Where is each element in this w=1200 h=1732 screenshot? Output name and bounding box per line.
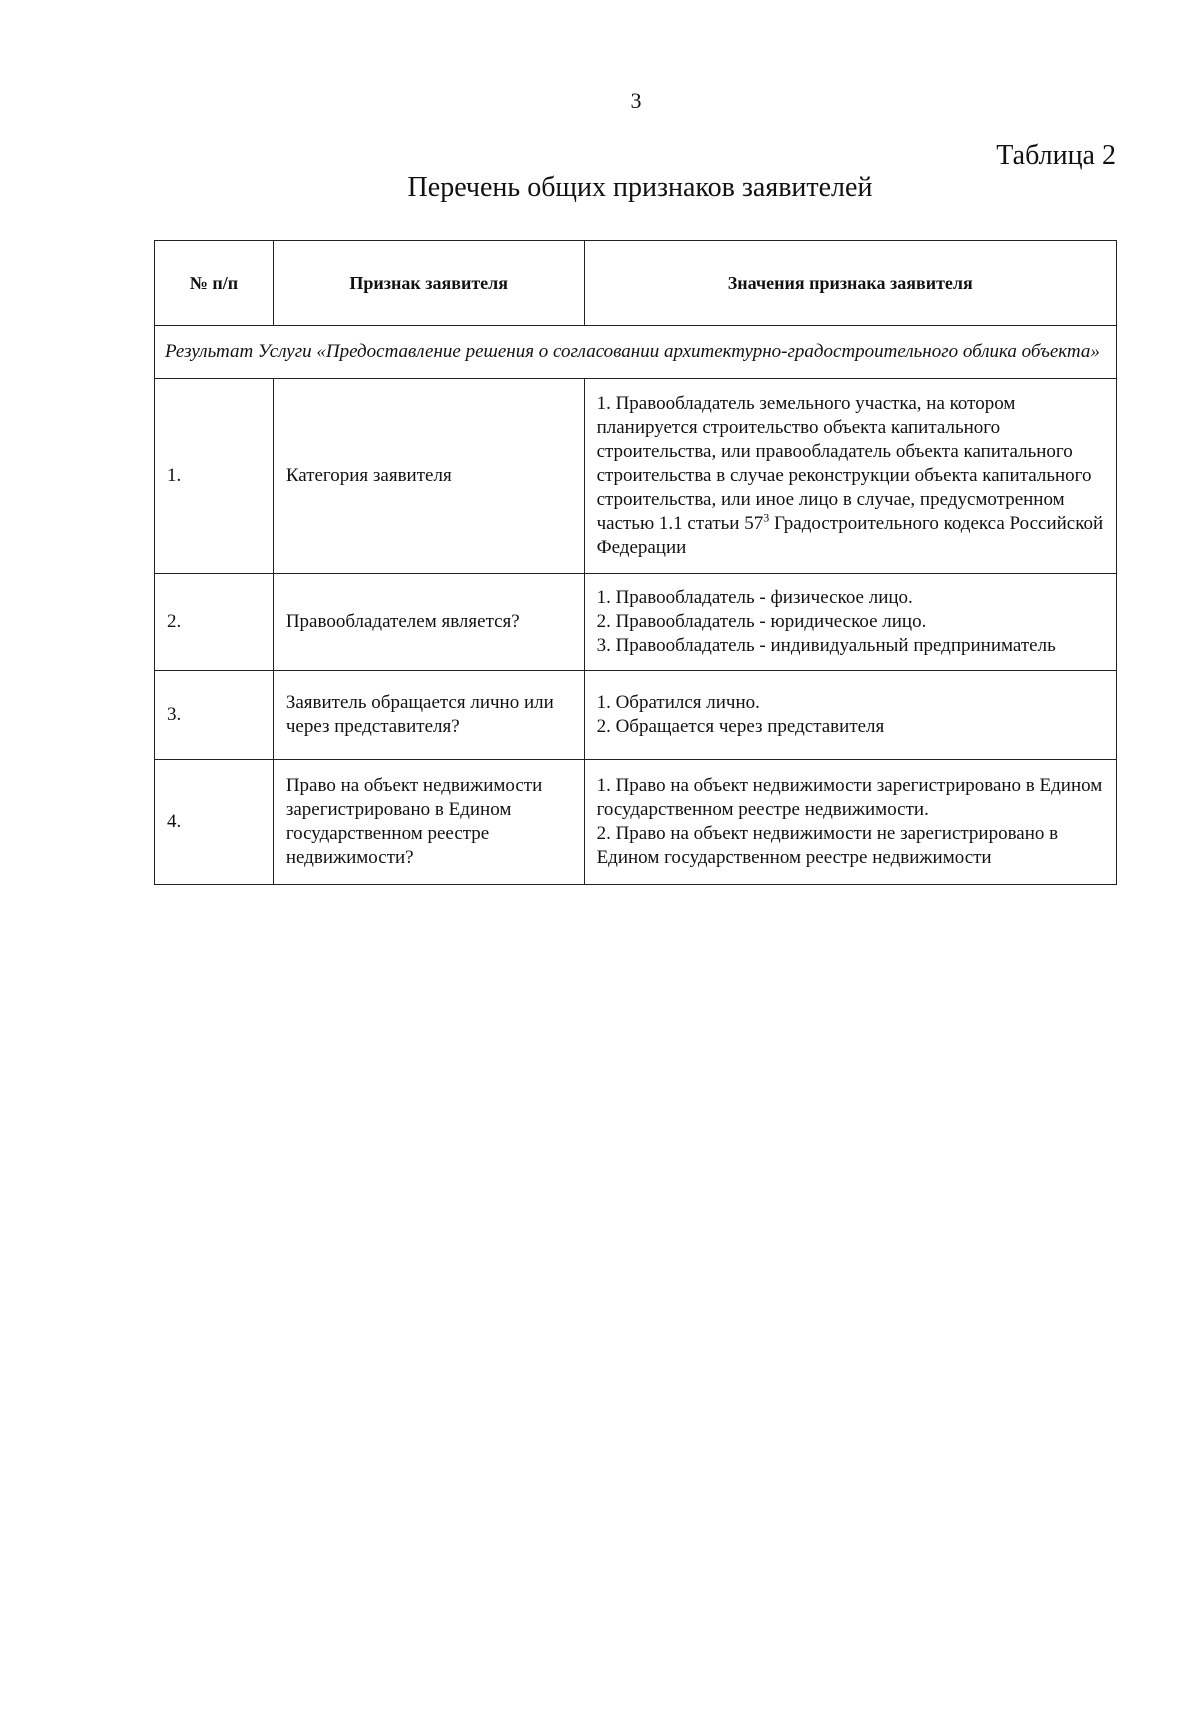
row-values [584,760,1116,885]
page-title: Перечень общих признаков заявителей [407,172,873,203]
row-values-tail: Градостроительного кодекса Российской Федерации [596,513,1104,558]
row-values [584,574,1116,671]
row-values-sup: 3 [763,510,770,525]
header-values: Значения признака заявителя [584,241,1116,326]
row-sign: Категория заявителя [273,379,584,574]
table-header-row [155,241,1117,326]
value-line: 3. Правообладатель - индивидуальный предприниматель [596,635,1056,656]
row-values [584,671,1116,760]
row-sign: Заявитель обращается лично или через представителя? [273,671,584,760]
table-row [155,671,1117,760]
row-num: 4. [155,760,274,885]
header-sign: Признак заявителя [273,241,584,326]
table-row [155,760,1117,885]
table-row [155,574,1117,671]
result-row [155,326,1117,379]
applicant-signs-table [154,240,1117,885]
value-line: 1. Правообладатель - физическое лицо. [596,587,913,608]
table-label: Таблица 2 [996,140,1116,171]
result-row-text: Результат Услуги «Предоставление решения о согласовании архитектурно-градостроительного облика объекта» [155,326,1117,379]
row-values [584,379,1116,574]
value-line: 2. Обращается через представителя [596,716,885,737]
row-num: 2. [155,574,274,671]
value-line: 1. Обратился лично. [596,692,760,713]
row-sign: Правообладателем является? [273,574,584,671]
header-num: № п/п [155,241,274,326]
row-num: 3. [155,671,274,760]
row-values-text: 1. Правообладатель земельного участка, на котором планируется строительство объекта капитального строительства, или правообладатель объекта капитального строительства в случае реконструкции объекта капитального строительства, или иное лицо в случае, предусмотренном частью 1.1 статьи 57 [596,393,1092,534]
page-number: 3 [630,88,642,113]
table-row [155,379,1117,574]
value-line: 1. Право на объект недвижимости зарегистрировано в Едином государственном реестре недвижимости. [596,775,1103,820]
row-sign: Право на объект недвижимости зарегистрировано в Едином государственном реестре недвижимости? [273,760,584,885]
value-line: 2. Право на объект недвижимости не зарегистрировано в Едином государственном реестре недвижимости [596,823,1059,868]
row-num: 1. [155,379,274,574]
value-line: 2. Правообладатель - юридическое лицо. [596,611,927,632]
